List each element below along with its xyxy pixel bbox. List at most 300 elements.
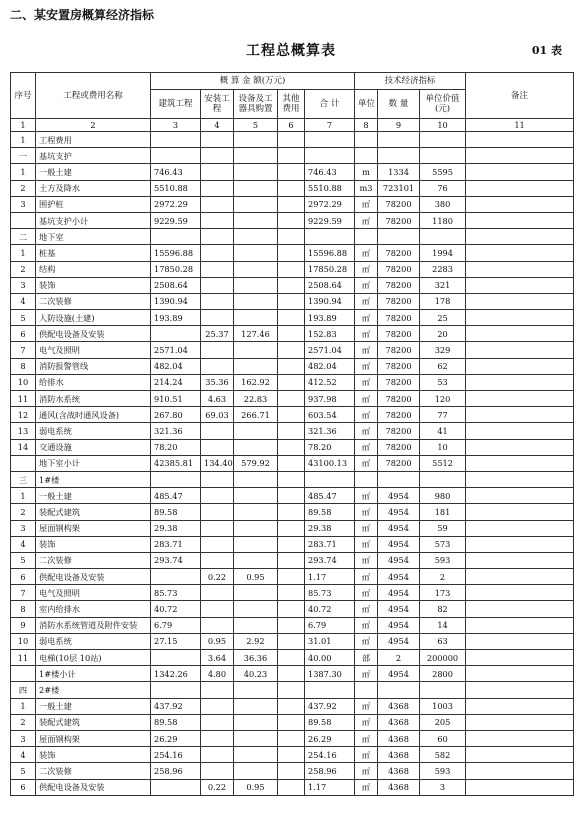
- table-row: [11, 180, 574, 196]
- table-cell: 26.29: [305, 730, 355, 746]
- table-cell: 380: [420, 196, 466, 212]
- table-row: [11, 374, 574, 390]
- table-cell: 3: [11, 196, 36, 212]
- table-cell: [201, 358, 234, 374]
- table-cell: 746.43: [151, 164, 201, 180]
- table-cell: 消防报警管线: [36, 358, 151, 374]
- table-cell: 装饰: [36, 536, 151, 552]
- table-cell: ㎡: [355, 601, 378, 617]
- table-cell: [201, 763, 234, 779]
- table-cell: [234, 536, 278, 552]
- table-cell: 1.17: [305, 779, 355, 795]
- table-cell: [466, 650, 574, 666]
- table-cell: [466, 439, 574, 455]
- table-cell: [201, 536, 234, 552]
- table-cell: [151, 132, 201, 148]
- table-cell: ㎡: [355, 698, 378, 714]
- table-row: [11, 423, 574, 439]
- table-row: [11, 229, 574, 245]
- table-cell: 供配电设备及安装: [36, 326, 151, 342]
- table-cell: 5510.88: [305, 180, 355, 196]
- table-cell: 205: [420, 714, 466, 730]
- table-cell: [201, 212, 234, 228]
- table-cell: 通风(含战时通风设备): [36, 407, 151, 423]
- table-cell: 2: [11, 261, 36, 277]
- table-cell: 10: [11, 374, 36, 390]
- table-cell: 1003: [420, 698, 466, 714]
- table-row: [11, 391, 574, 407]
- header-other: 其他费用: [278, 90, 305, 119]
- table-cell: [201, 310, 234, 326]
- table-cell: 76: [420, 180, 466, 196]
- table-cell: [151, 471, 201, 487]
- table-cell: 283.71: [151, 536, 201, 552]
- table-cell: 6: [11, 326, 36, 342]
- table-cell: 78200: [378, 391, 420, 407]
- table-cell: [234, 730, 278, 746]
- table-cell: 181: [420, 504, 466, 520]
- table-cell: 78200: [378, 245, 420, 261]
- table-cell: [278, 310, 305, 326]
- table-cell: 266.71: [234, 407, 278, 423]
- table-row: [11, 714, 574, 730]
- table-cell: 电气及照明: [36, 342, 151, 358]
- table-cell: 193.89: [305, 310, 355, 326]
- table-cell: 78200: [378, 196, 420, 212]
- table-row: [11, 730, 574, 746]
- table-cell: [466, 536, 574, 552]
- table-cell: [201, 520, 234, 536]
- table-cell: 267.80: [151, 407, 201, 423]
- table-cell: [278, 455, 305, 471]
- table-cell: [201, 601, 234, 617]
- table-row: [11, 682, 574, 698]
- table-cell: [234, 148, 278, 164]
- table-cell: [201, 261, 234, 277]
- table-cell: ㎡: [355, 633, 378, 649]
- header-unit-price: 单位价值(元): [420, 90, 466, 119]
- table-cell: [11, 455, 36, 471]
- table-cell: [278, 391, 305, 407]
- table-cell: 四: [11, 682, 36, 698]
- table-cell: 2.92: [234, 633, 278, 649]
- table-cell: 573: [420, 536, 466, 552]
- table-cell: [234, 698, 278, 714]
- header-unit: 单位: [355, 90, 378, 119]
- table-row: [11, 666, 574, 682]
- table-cell: 293.74: [151, 552, 201, 568]
- table-cell: 11: [11, 650, 36, 666]
- table-cell: [234, 245, 278, 261]
- table-cell: ㎡: [355, 455, 378, 471]
- table-cell: [466, 455, 574, 471]
- table-row: [11, 261, 574, 277]
- table-cell: 部: [355, 650, 378, 666]
- table-cell: 78200: [378, 342, 420, 358]
- table-cell: ㎡: [355, 423, 378, 439]
- table-cell: 5512: [420, 455, 466, 471]
- table-cell: 1387.30: [305, 666, 355, 682]
- table-cell: [466, 504, 574, 520]
- table-cell: 供配电设备及安装: [36, 569, 151, 585]
- table-cell: 89.58: [151, 504, 201, 520]
- column-index-row: [11, 119, 574, 132]
- table-cell: [278, 407, 305, 423]
- table-cell: [234, 682, 278, 698]
- table-cell: 293.74: [305, 552, 355, 568]
- table-cell: 7: [11, 585, 36, 601]
- table-cell: 3.64: [201, 650, 234, 666]
- column-index-cell: 11: [466, 119, 574, 132]
- table-cell: [234, 585, 278, 601]
- table-cell: [278, 471, 305, 487]
- table-cell: [201, 148, 234, 164]
- header-name: 工程或费用名称: [36, 73, 151, 119]
- table-cell: 36.36: [234, 650, 278, 666]
- table-cell: 装饰: [36, 277, 151, 293]
- table-cell: 1390.94: [151, 293, 201, 309]
- table-cell: [278, 585, 305, 601]
- table-cell: 120: [420, 391, 466, 407]
- table-cell: 78200: [378, 277, 420, 293]
- table-cell: 178: [420, 293, 466, 309]
- table-cell: 43100.13: [305, 455, 355, 471]
- table-cell: 地下室: [36, 229, 151, 245]
- table-cell: 消防水系统管道及附件安装: [36, 617, 151, 633]
- table-cell: 结构: [36, 261, 151, 277]
- table-cell: [278, 520, 305, 536]
- table-cell: 4: [11, 536, 36, 552]
- table-cell: [278, 293, 305, 309]
- table-cell: [466, 407, 574, 423]
- table-cell: ㎡: [355, 520, 378, 536]
- table-cell: [466, 342, 574, 358]
- table-cell: [234, 747, 278, 763]
- table-cell: ㎡: [355, 326, 378, 342]
- table-cell: 0.95: [201, 633, 234, 649]
- table-cell: [378, 682, 420, 698]
- table-row: [11, 504, 574, 520]
- table-cell: 40.72: [151, 601, 201, 617]
- table-cell: [466, 585, 574, 601]
- table-cell: [305, 471, 355, 487]
- table-cell: [278, 714, 305, 730]
- table-cell: 214.24: [151, 374, 201, 390]
- table-cell: 0.22: [201, 569, 234, 585]
- table-cell: [278, 730, 305, 746]
- table-cell: 13: [11, 423, 36, 439]
- table-cell: 11: [11, 391, 36, 407]
- column-index-cell: 3: [151, 119, 201, 132]
- table-cell: 437.92: [305, 698, 355, 714]
- table-cell: [278, 569, 305, 585]
- table-row: [11, 633, 574, 649]
- table-cell: 25: [420, 310, 466, 326]
- table-cell: 85.73: [305, 585, 355, 601]
- table-cell: [201, 747, 234, 763]
- table-row: [11, 488, 574, 504]
- table-cell: ㎡: [355, 552, 378, 568]
- table-cell: 供配电设备及安装: [36, 779, 151, 795]
- table-cell: ㎡: [355, 536, 378, 552]
- table-cell: [234, 520, 278, 536]
- table-cell: [466, 471, 574, 487]
- table-cell: 1: [11, 245, 36, 261]
- table-cell: 15596.88: [305, 245, 355, 261]
- table-cell: [466, 601, 574, 617]
- budget-table: [10, 72, 574, 796]
- table-cell: 89.58: [305, 504, 355, 520]
- table-cell: 给排水: [36, 374, 151, 390]
- table-cell: [305, 132, 355, 148]
- table-cell: 78200: [378, 374, 420, 390]
- table-cell: 25.37: [201, 326, 234, 342]
- table-cell: [355, 471, 378, 487]
- table-header: [11, 73, 574, 132]
- table-cell: 2972.29: [305, 196, 355, 212]
- table-cell: 0.95: [234, 569, 278, 585]
- table-cell: 2571.04: [305, 342, 355, 358]
- table-cell: [278, 196, 305, 212]
- table-cell: [278, 633, 305, 649]
- table-cell: ㎡: [355, 342, 378, 358]
- table-cell: 78200: [378, 212, 420, 228]
- table-cell: [201, 504, 234, 520]
- column-index-cell: 1: [11, 119, 36, 132]
- table-row: [11, 293, 574, 309]
- table-row: [11, 342, 574, 358]
- table-cell: 2#楼: [36, 682, 151, 698]
- table-cell: [466, 488, 574, 504]
- table-cell: [151, 569, 201, 585]
- table-cell: [278, 132, 305, 148]
- table-cell: 地下室小计: [36, 455, 151, 471]
- table-cell: 321.36: [151, 423, 201, 439]
- table-row: [11, 698, 574, 714]
- table-cell: 152.83: [305, 326, 355, 342]
- table-cell: [278, 488, 305, 504]
- table-cell: [355, 148, 378, 164]
- column-index-cell: 7: [305, 119, 355, 132]
- table-cell: [278, 504, 305, 520]
- table-cell: [466, 277, 574, 293]
- table-cell: [278, 374, 305, 390]
- table-row: [11, 358, 574, 374]
- table-cell: [355, 132, 378, 148]
- table-cell: 78.20: [305, 439, 355, 455]
- table-cell: 4954: [378, 666, 420, 682]
- table-cell: 消防水系统: [36, 391, 151, 407]
- table-row: [11, 148, 574, 164]
- table-cell: [201, 196, 234, 212]
- table-cell: [278, 682, 305, 698]
- table-cell: [278, 617, 305, 633]
- table-cell: 5: [11, 552, 36, 568]
- table-cell: [278, 164, 305, 180]
- table-cell: [151, 326, 201, 342]
- table-cell: [466, 633, 574, 649]
- table-cell: 173: [420, 585, 466, 601]
- table-cell: [466, 164, 574, 180]
- table-row: [11, 245, 574, 261]
- table-cell: 42385.81: [151, 455, 201, 471]
- table-cell: 78.20: [151, 439, 201, 455]
- table-cell: 14: [420, 617, 466, 633]
- table-cell: 4368: [378, 779, 420, 795]
- table-cell: 485.47: [151, 488, 201, 504]
- table-cell: [201, 714, 234, 730]
- table-cell: 1390.94: [305, 293, 355, 309]
- table-cell: [234, 342, 278, 358]
- table-cell: [201, 277, 234, 293]
- table-cell: 162.92: [234, 374, 278, 390]
- table-cell: 937.98: [305, 391, 355, 407]
- table-cell: [420, 682, 466, 698]
- table-cell: 20: [420, 326, 466, 342]
- table-cell: 3: [11, 277, 36, 293]
- table-cell: 桩基: [36, 245, 151, 261]
- header-qty: 数 量: [378, 90, 420, 119]
- table-cell: [466, 520, 574, 536]
- table-cell: 2: [420, 569, 466, 585]
- table-cell: [151, 148, 201, 164]
- table-cell: 8: [11, 601, 36, 617]
- table-cell: [466, 698, 574, 714]
- table-cell: [278, 763, 305, 779]
- table-row: [11, 326, 574, 342]
- table-row: [11, 569, 574, 585]
- table-cell: [278, 212, 305, 228]
- table-cell: [234, 196, 278, 212]
- table-cell: [278, 358, 305, 374]
- column-index-cell: 9: [378, 119, 420, 132]
- table-cell: 弱电系统: [36, 423, 151, 439]
- table-cell: 2: [11, 180, 36, 196]
- table-cell: [378, 229, 420, 245]
- table-cell: [466, 196, 574, 212]
- table-cell: [278, 552, 305, 568]
- table-cell: 593: [420, 763, 466, 779]
- table-cell: [466, 747, 574, 763]
- table-cell: 1180: [420, 212, 466, 228]
- table-cell: 14: [11, 439, 36, 455]
- table-row: [11, 132, 574, 148]
- table-row: [11, 164, 574, 180]
- table-cell: 12: [11, 407, 36, 423]
- table-cell: ㎡: [355, 569, 378, 585]
- table-cell: 9229.59: [151, 212, 201, 228]
- table-cell: 1: [11, 488, 36, 504]
- table-cell: 9: [11, 617, 36, 633]
- table-cell: ㎡: [355, 196, 378, 212]
- table-cell: [466, 714, 574, 730]
- table-cell: 77: [420, 407, 466, 423]
- table-cell: [466, 310, 574, 326]
- table-cell: 1342.26: [151, 666, 201, 682]
- table-cell: 254.16: [305, 747, 355, 763]
- header-equip: 设备及工器具购置: [234, 90, 278, 119]
- table-cell: ㎡: [355, 245, 378, 261]
- table-cell: 412.52: [305, 374, 355, 390]
- table-cell: [11, 212, 36, 228]
- table-cell: 78200: [378, 358, 420, 374]
- table-cell: 交通设施: [36, 439, 151, 455]
- table-cell: 装配式建筑: [36, 504, 151, 520]
- table-cell: 0.22: [201, 779, 234, 795]
- column-index-cell: 8: [355, 119, 378, 132]
- table-cell: 4368: [378, 714, 420, 730]
- table-cell: [466, 358, 574, 374]
- table-cell: m: [355, 164, 378, 180]
- table-cell: [11, 666, 36, 682]
- table-cell: [201, 342, 234, 358]
- table-cell: 2: [11, 714, 36, 730]
- table-cell: [278, 779, 305, 795]
- table-cell: 482.04: [305, 358, 355, 374]
- table-cell: [201, 552, 234, 568]
- header-remark: 备注: [466, 73, 574, 119]
- table-cell: 5595: [420, 164, 466, 180]
- table-cell: 弱电系统: [36, 633, 151, 649]
- table-cell: [234, 504, 278, 520]
- table-cell: 6.79: [151, 617, 201, 633]
- header-seq: 序号: [11, 73, 36, 119]
- table-cell: 603.54: [305, 407, 355, 423]
- table-cell: 基坑支护: [36, 148, 151, 164]
- table-cell: 1: [11, 132, 36, 148]
- table-cell: [420, 148, 466, 164]
- table-cell: 4.80: [201, 666, 234, 682]
- table-cell: [234, 423, 278, 439]
- table-cell: 27.15: [151, 633, 201, 649]
- table-cell: [466, 229, 574, 245]
- table-cell: 78200: [378, 439, 420, 455]
- table-title: 工程总概算表: [246, 43, 336, 59]
- table-cell: 9229.59: [305, 212, 355, 228]
- table-cell: 89.58: [305, 714, 355, 730]
- table-cell: [420, 471, 466, 487]
- table-cell: 59: [420, 520, 466, 536]
- table-cell: 40.23: [234, 666, 278, 682]
- table-cell: 0.95: [234, 779, 278, 795]
- table-cell: 4954: [378, 504, 420, 520]
- column-index-cell: 6: [278, 119, 305, 132]
- table-cell: [466, 374, 574, 390]
- table-cell: [201, 471, 234, 487]
- table-cell: [201, 245, 234, 261]
- table-cell: 3: [11, 730, 36, 746]
- table-cell: [201, 293, 234, 309]
- column-index-cell: 2: [36, 119, 151, 132]
- table-cell: 10: [11, 633, 36, 649]
- table-cell: [420, 229, 466, 245]
- table-cell: 579.92: [234, 455, 278, 471]
- table-cell: [466, 391, 574, 407]
- table-cell: [420, 132, 466, 148]
- table-cell: [278, 536, 305, 552]
- table-cell: [278, 698, 305, 714]
- table-cell: 2508.64: [305, 277, 355, 293]
- table-cell: 8: [11, 358, 36, 374]
- table-row: [11, 617, 574, 633]
- table-cell: [466, 180, 574, 196]
- table-cell: 1.17: [305, 569, 355, 585]
- table-row: [11, 520, 574, 536]
- table-cell: [278, 601, 305, 617]
- table-cell: [278, 148, 305, 164]
- table-cell: 53: [420, 374, 466, 390]
- table-cell: [201, 617, 234, 633]
